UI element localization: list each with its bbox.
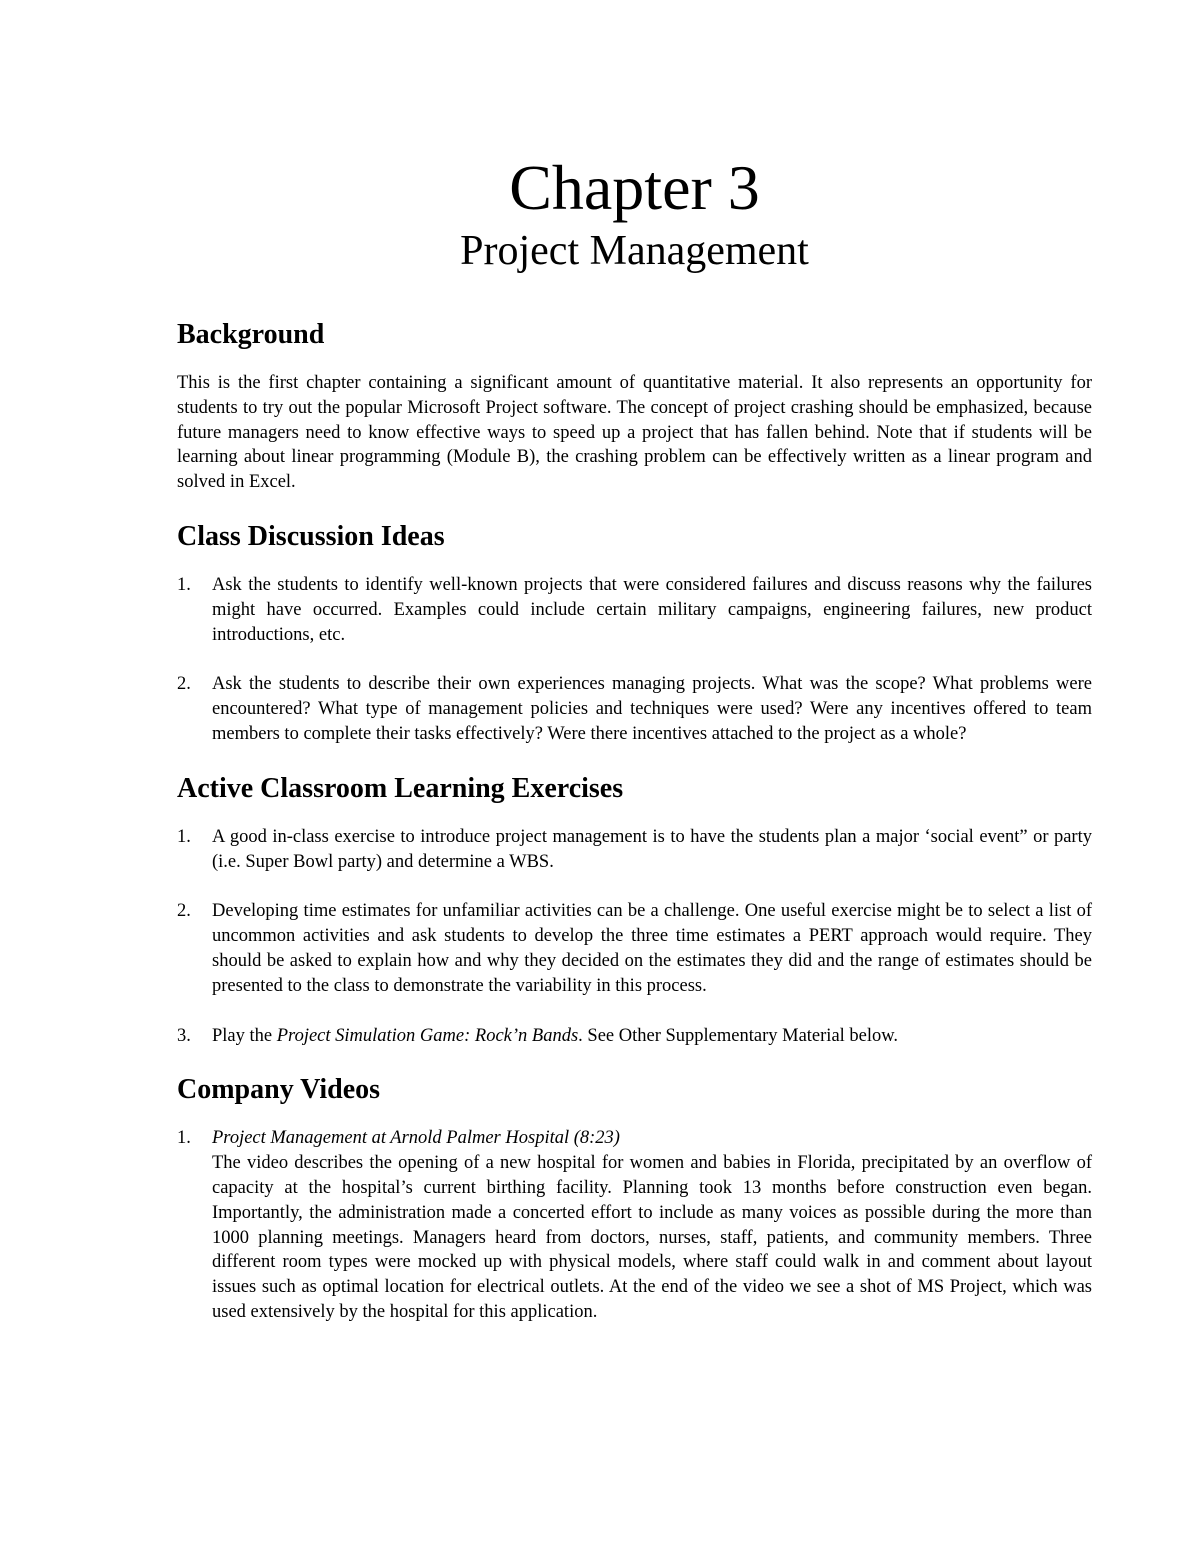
list-item-number: 2.	[177, 674, 191, 695]
video-description: The video describes the opening of a new hospital for women and babies in Florida, precipitated by an overflow of capacity at the hospital’s current birthing facility. Planning took 13 months before construction even began. Importantly, the administration made a concerted effort to include as many voices as possible during the more than 1000 planning meetings. Managers heard from doctors, nurses, staff, patients, and community members. Three different room types were mocked up with physical models, where staff could walk in and comment about layout issues such as optimal location for electrical outlets. At the end of the video we see a shot of MS Project, which was used extensively by the hospital for this application.	[212, 1153, 1092, 1322]
video-title: Project Management at Arnold Palmer Hospital (8:23)	[212, 1128, 620, 1149]
class-discussion-section	[177, 520, 1092, 747]
active-learning-section	[177, 772, 1092, 1049]
list-item-number: 2.	[177, 901, 191, 922]
active-learning-heading: Active Classroom Learning Exercises	[177, 772, 624, 804]
game-title: Project Simulation Game: Rock’n Bands	[276, 1025, 579, 1046]
list-item	[177, 899, 1092, 998]
list-item	[177, 672, 1092, 746]
list-item	[177, 1024, 1092, 1049]
list-item-text-prefix: Play the	[212, 1025, 277, 1046]
company-videos-list	[177, 1126, 1092, 1324]
class-discussion-heading: Class Discussion Ideas	[177, 520, 445, 552]
chapter-title: Chapter 3	[509, 152, 760, 223]
background-heading: Background	[177, 319, 325, 350]
list-item-number: 3.	[177, 1025, 191, 1046]
list-item-text-suffix: . See Other Supplementary Material below.	[578, 1025, 899, 1046]
company-videos-section	[177, 1073, 1092, 1324]
background-section	[177, 318, 1092, 495]
company-videos-heading: Company Videos	[177, 1074, 381, 1106]
class-discussion-list	[177, 573, 1092, 747]
document-page	[177, 150, 1092, 1350]
list-item-number: 1.	[177, 574, 191, 595]
background-paragraph: This is the first chapter containing a significant amount of quantitative material. It also represents an opportunity for students to try out the popular Microsoft Project software. The concept of project crashing should be emphasized, because future managers need to know effective ways to speed up a project that has fallen behind. Note that if students will be learning about linear programming (Module B), the crashing problem can be effectively written as a linear program and solved in Excel.	[177, 373, 1092, 493]
list-item-text: A good in-class exercise to introduce project management is to have the students plan a major ‘social event” or party (i.e. Super Bowl party) and determine a WBS.	[212, 826, 1092, 872]
list-item-number: 1.	[177, 826, 191, 847]
list-item-text: Developing time estimates for unfamiliar activities can be a challenge. One useful exercise might be to select a list of uncommon activities and ask students to develop the three time estimates a PERT approach would require. They should be asked to explain how and why they decided on the estimates they did and the range of estimates should be presented to the class to demonstrate the variability in this process.	[212, 901, 1092, 996]
list-item-text: Ask the students to describe their own experiences managing projects. What was the scope? What problems were encountered? What type of management policies and techniques were used? Were any incentives offered to team members to complete their tasks effectively? Were there incentives attached to the project as a whole?	[212, 674, 1092, 744]
active-learning-list	[177, 825, 1092, 1049]
list-item	[177, 1126, 1092, 1324]
list-item	[177, 825, 1092, 875]
list-item	[177, 573, 1092, 647]
list-item-text: Ask the students to identify well-known projects that were considered failures and discuss reasons why the failures might have occurred. Examples could include certain military campaigns, engineering failures, new product introductions, etc.	[212, 574, 1092, 645]
chapter-subtitle: Project Management	[460, 228, 809, 274]
list-item-number: 1.	[177, 1128, 191, 1149]
